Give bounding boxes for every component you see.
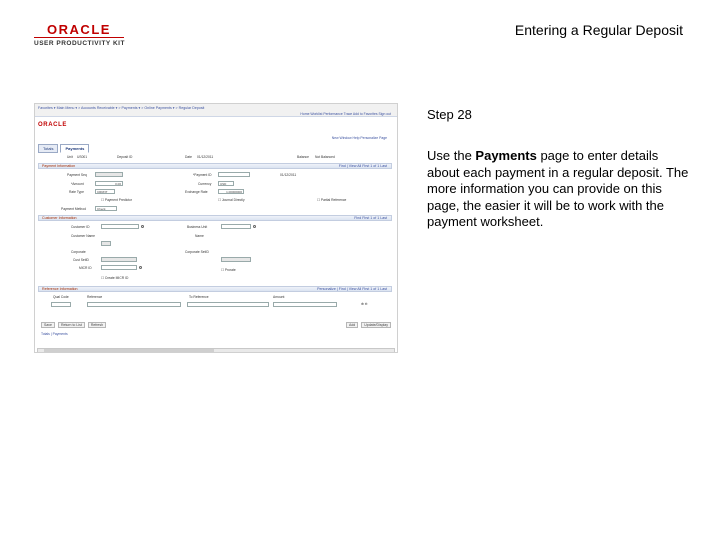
save-button[interactable]: Save [41, 322, 55, 328]
ref-qualifier-input[interactable] [51, 302, 71, 307]
cust-setid-field [101, 257, 137, 262]
app-oracle-logo: ORACLE [38, 122, 67, 128]
customer-name-field [101, 241, 111, 246]
ref-col-to-reference: To Reference [189, 295, 209, 299]
deposit-label: Deposit ID [117, 155, 133, 159]
header-links[interactable]: Home Worklist Performance Trace Add to Favorites Sign out [300, 112, 391, 116]
ref-row-add-remove[interactable]: ⊕ ⊖ [361, 302, 368, 306]
micr-id-input[interactable] [101, 265, 137, 270]
instruction-bold: Payments [475, 148, 537, 163]
horizontal-scrollbar[interactable] [37, 348, 395, 353]
prorate-label: Prorate [224, 268, 236, 272]
page-bar-links[interactable]: New Window Help Personalize Page [331, 136, 387, 140]
customer-id-lookup-icon[interactable] [141, 225, 144, 228]
logo-brand: ORACLE [34, 24, 124, 38]
instruction-text [427, 148, 689, 231]
micr-id-lookup-icon[interactable] [139, 266, 142, 269]
exchange-rate-input[interactable] [218, 189, 244, 194]
tab-totals[interactable]: Totals [38, 144, 58, 153]
reference-section-nav[interactable]: Personalize | Find | View All First 1 of 1 Last [317, 287, 387, 291]
unit-label: Unit [67, 155, 73, 159]
instruction-before: Use the [427, 148, 476, 163]
payment-seq-field [95, 172, 123, 177]
refresh-button[interactable]: Refresh [88, 322, 106, 328]
page-tabs [38, 144, 89, 153]
reference-information-header [38, 286, 392, 292]
amount-label: *Amount [71, 182, 84, 186]
ref-col-qualifier: Qual Code [53, 295, 69, 299]
customer-section-title: Customer Information [42, 216, 77, 220]
payment-method-select[interactable] [95, 206, 117, 211]
prorate-checkbox[interactable]: ☐ Prorate [221, 268, 236, 272]
corporate-label: Corporate [71, 250, 86, 254]
payment-method-label: Payment Method [61, 207, 86, 211]
ref-col-amount: Amount [273, 295, 285, 299]
customer-section-nav[interactable]: Find First 1 of 1 Last [354, 216, 387, 220]
amount-input[interactable] [95, 181, 123, 186]
partial-reference-label: Partial Reference [320, 198, 347, 202]
date-value: 01/12/2011 [197, 155, 214, 159]
name-label: Name [195, 234, 204, 238]
add-button[interactable]: Add [346, 322, 358, 328]
micr-id-label: MICR ID [79, 266, 92, 270]
corp-setid-field [221, 257, 251, 262]
ref-amount-input[interactable] [273, 302, 337, 307]
currency-input[interactable] [218, 181, 234, 186]
payment-id-input[interactable] [218, 172, 250, 177]
customer-id-label: Customer ID [71, 225, 90, 229]
oracle-upk-logo [34, 24, 124, 47]
instruction-after: page to enter details about each payment in a regular deposit. The more information you can provide on this page, the easier it will be to work with the payment worksheet. [427, 148, 689, 229]
journal-directly-label: Journal Directly [221, 198, 245, 202]
currency-label: Currency [198, 182, 212, 186]
logo-product: USER PRODUCTIVITY KIT [34, 40, 125, 47]
payment-information-header [38, 163, 392, 169]
right-action-buttons [346, 322, 391, 328]
business-unit-input[interactable] [221, 224, 251, 229]
tab-payments[interactable]: Payments [60, 144, 89, 153]
exchange-rate-value: 1.00000000 [226, 190, 242, 194]
breadcrumb[interactable]: Favorites ▾ Main Menu ▾ > Accounts Receivable ▾ > Payments ▾ > Online Payments ▾ > Regular Deposit [38, 106, 205, 110]
application-screenshot [34, 103, 398, 353]
payment-predictor-checkbox[interactable]: ☐ Payment Predictor [101, 198, 132, 202]
left-action-buttons [41, 322, 106, 328]
rate-type-value: CRRNT [97, 190, 108, 194]
journal-directly-checkbox[interactable]: ☐ Journal Directly [218, 198, 245, 202]
currency-value: USD [220, 182, 227, 186]
slide-title: Entering a Regular Deposit [514, 22, 683, 38]
unit-value: US001 [77, 155, 88, 159]
bottom-page-links[interactable]: Totals | Payments [41, 332, 68, 336]
step-label: Step 28 [427, 107, 472, 122]
rate-type-label: Rate Type [69, 190, 84, 194]
ref-col-reference: Reference [87, 295, 103, 299]
customer-id-input[interactable] [101, 224, 139, 229]
date-label: Date [185, 155, 192, 159]
create-micr-label: Create MICR ID [104, 276, 129, 280]
customer-information-header [38, 215, 392, 221]
balance-value: Not Balanced [315, 155, 335, 159]
corp-setid-label: Corporate SetID [185, 250, 209, 254]
reference-section-title: Reference Information [42, 287, 78, 291]
payment-id-label: *Payment ID [193, 173, 212, 177]
update-display-button[interactable]: Update/Display [361, 322, 391, 328]
payment-method-value: Check [97, 207, 106, 211]
accounting-date: 01/12/2011 [280, 173, 297, 177]
payment-seq-label: Payment Seq [67, 173, 87, 177]
business-unit-label: Business Unit [187, 225, 208, 229]
ref-to-reference-input[interactable] [187, 302, 269, 307]
partial-reference-checkbox[interactable]: ☐ Partial Reference [317, 198, 347, 202]
payment-predictor-label: Payment Predictor [104, 198, 132, 202]
exchange-rate-label: Exchange Rate [185, 190, 208, 194]
top-navigation [35, 104, 397, 117]
amount-value: 0.00 [115, 182, 121, 186]
payment-section-nav[interactable]: Find | View All First 1 of 1 Last [338, 164, 387, 168]
rate-type-input[interactable] [95, 189, 115, 194]
payment-section-title: Payment Information [42, 164, 76, 168]
cust-setid-label: Cust SetID [73, 258, 89, 262]
return-to-list-button[interactable]: Return to List [58, 322, 85, 328]
business-unit-lookup-icon[interactable] [253, 225, 256, 228]
ref-reference-input[interactable] [87, 302, 181, 307]
balance-label: Balance [297, 155, 309, 159]
scrollbar-thumb[interactable] [44, 349, 214, 352]
create-micr-checkbox[interactable]: ☐ Create MICR ID [101, 276, 129, 280]
customer-name-label: Customer Name [71, 234, 96, 238]
